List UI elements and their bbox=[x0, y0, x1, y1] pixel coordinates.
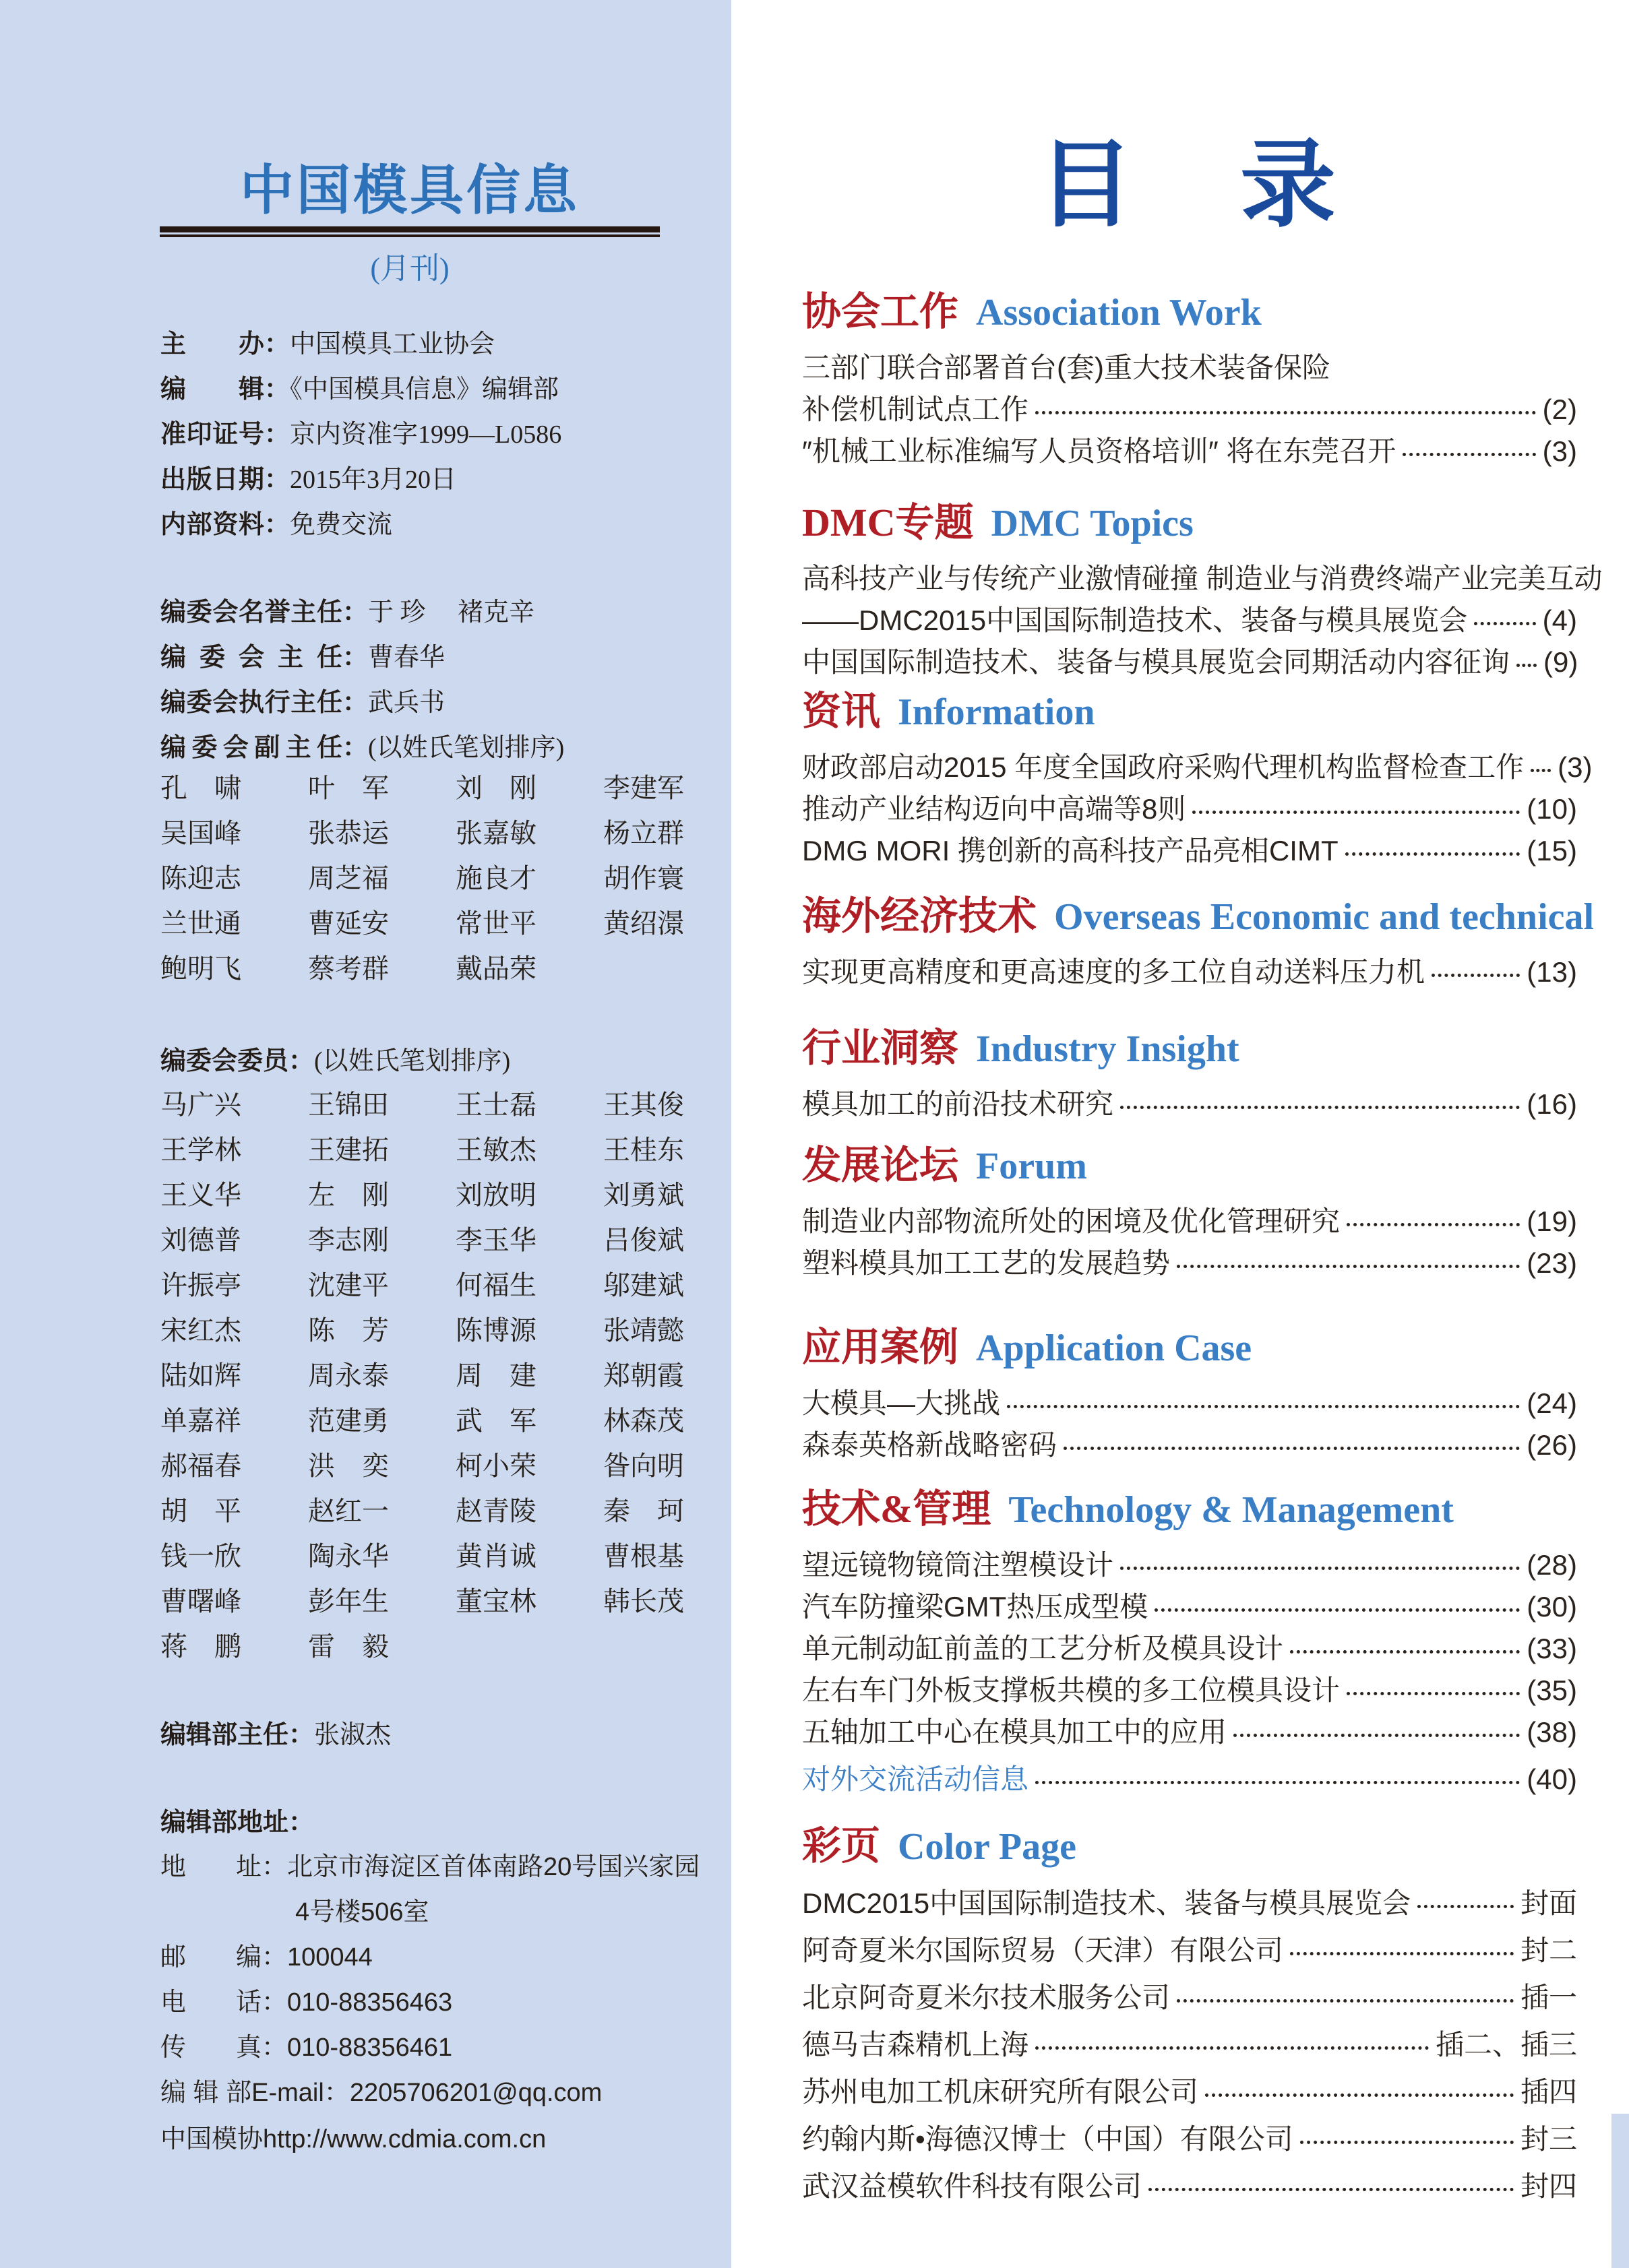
member-name: 何福生 bbox=[456, 1270, 536, 1300]
member-name: 周芝福 bbox=[308, 863, 389, 893]
toc-item bbox=[802, 958, 1577, 986]
member-name: 许振亭 bbox=[160, 1270, 241, 1300]
toc-item bbox=[802, 2125, 1577, 2153]
toc-item-title: ——DMC2015中国国际制造技术、装备与模具展览会 bbox=[802, 604, 1468, 636]
toc-item-title: ″机械工业标准编写人员资格培训″ 将在东莞召开 bbox=[802, 435, 1396, 467]
member-name: 蔡考群 bbox=[308, 953, 389, 984]
toc-item-title: 北京阿奇夏米尔技术服务公司 bbox=[802, 1982, 1171, 2013]
member-name: 李玉华 bbox=[456, 1225, 536, 1255]
member-name: 王士磊 bbox=[456, 1090, 536, 1120]
member-name: 秦 珂 bbox=[603, 1496, 684, 1526]
toc-item-page: (2) bbox=[1542, 393, 1577, 425]
toc-item-page: (9) bbox=[1543, 646, 1578, 678]
member-name: 戴品荣 bbox=[456, 953, 536, 984]
contact-info bbox=[160, 1845, 700, 2116]
toc-item bbox=[802, 1090, 1577, 1119]
info-value: 京内资准字1999—L0586 bbox=[290, 420, 562, 449]
member-name: 武 军 bbox=[456, 1406, 536, 1436]
committee-label: 编委会委员 bbox=[160, 1047, 289, 1075]
info-value: 2015年3月20日 bbox=[290, 466, 457, 494]
dot-leader bbox=[1300, 2141, 1514, 2144]
toc-item bbox=[802, 1551, 1577, 1579]
member-name: 郝福春 bbox=[160, 1451, 241, 1481]
section-header bbox=[802, 1315, 1577, 1372]
member-name: 王义华 bbox=[160, 1180, 241, 1210]
member-name: 王学林 bbox=[160, 1135, 241, 1165]
section-title-en: Information bbox=[898, 691, 1095, 733]
toc-item-title: DMG MORI 携创新的高科技产品亮相CIMT bbox=[802, 835, 1339, 867]
colon: ： bbox=[264, 420, 290, 449]
colon: ： bbox=[264, 466, 290, 494]
section-title-en: Technology & Management bbox=[1008, 1489, 1454, 1531]
toc-item-title: 五轴加工中心在模具加工中的应用 bbox=[802, 1716, 1227, 1748]
member-name: 邬建斌 bbox=[603, 1270, 684, 1300]
toc-item-page: (30) bbox=[1527, 1591, 1577, 1623]
dot-leader bbox=[1290, 1952, 1514, 1955]
member-name: 曹延安 bbox=[308, 908, 389, 939]
colon: ： bbox=[262, 1853, 288, 1881]
dot-leader bbox=[1155, 1608, 1520, 1612]
contact-value: 010-88356463 bbox=[287, 1988, 453, 2017]
section-title-cn: 应用案例 bbox=[802, 1325, 959, 1369]
member-name: 赵青陵 bbox=[456, 1496, 536, 1526]
member-name: 王桂东 bbox=[603, 1135, 684, 1165]
colon: ： bbox=[324, 2079, 350, 2107]
toc-item-title: 推动产业结构迈向中高端等8则 bbox=[802, 793, 1186, 825]
section-title-cn: 行业洞察 bbox=[802, 1026, 959, 1070]
committee-note: (以姓氏笔划排序) bbox=[314, 1047, 511, 1075]
section-title-cn: 彩页 bbox=[802, 1824, 881, 1868]
toc-item-page: 插一 bbox=[1520, 1982, 1577, 2013]
toc-item bbox=[802, 1635, 1577, 1663]
toc-item bbox=[802, 648, 1577, 676]
dot-leader bbox=[1403, 453, 1535, 456]
contact-row bbox=[160, 1845, 700, 1890]
dot-leader bbox=[1035, 2046, 1429, 2050]
member-name: 黄绍澋 bbox=[603, 908, 684, 939]
member-name: 赵红一 bbox=[308, 1496, 389, 1526]
info-label: 编辑 bbox=[160, 375, 264, 404]
toc-item-title: 大模具—大挑战 bbox=[802, 1387, 1001, 1419]
toc-item-page: (24) bbox=[1527, 1387, 1577, 1419]
dot-leader bbox=[1035, 411, 1536, 414]
section-title-cn: 发展论坛 bbox=[802, 1143, 959, 1187]
member-name: 沈建平 bbox=[308, 1270, 389, 1300]
member-name: 王其俊 bbox=[603, 1090, 684, 1120]
member-name: 陆如辉 bbox=[160, 1360, 241, 1391]
toc-item bbox=[802, 751, 1593, 783]
colon: ： bbox=[342, 643, 369, 672]
toc-item-page: 插四 bbox=[1520, 2076, 1577, 2108]
contact-value: 2205706201@qq.com bbox=[349, 2079, 603, 2107]
toc-section bbox=[802, 1315, 1577, 1459]
right-edge-stripe bbox=[1611, 2114, 1629, 2268]
board-label: 编委会主任 bbox=[160, 643, 342, 672]
member-name: 钱一欣 bbox=[160, 1541, 241, 1571]
sidebar bbox=[0, 0, 731, 2268]
editor-director-line bbox=[160, 1713, 391, 1758]
section-title-en: Overseas Economic and technical bbox=[1054, 896, 1595, 938]
contact-label: 电话 bbox=[160, 1988, 262, 2017]
editor-director-label: 编辑部主任 bbox=[160, 1721, 289, 1749]
dot-leader bbox=[1347, 1692, 1520, 1695]
board-row bbox=[160, 590, 564, 635]
section-header bbox=[802, 280, 1577, 336]
member-name: 胡 平 bbox=[160, 1496, 241, 1526]
deputy-directors-list bbox=[160, 765, 751, 991]
magazine-title: 中国模具信息 bbox=[240, 160, 580, 220]
contact-value-line2: 4号楼506室 bbox=[295, 1898, 429, 1926]
toc-item bbox=[802, 2078, 1577, 2106]
info-label: 准印证号 bbox=[160, 420, 264, 449]
member-name: 马广兴 bbox=[160, 1090, 241, 1120]
toc-item bbox=[802, 606, 1577, 635]
table-of-contents bbox=[802, 0, 1603, 2268]
toc-item-page: (23) bbox=[1527, 1247, 1577, 1279]
toc-item-page: 封二 bbox=[1520, 1934, 1577, 1966]
toc-item-title: 单元制动缸前盖的工艺分析及模具设计 bbox=[802, 1633, 1284, 1664]
board-label: 编委会执行主任 bbox=[160, 689, 342, 717]
dot-leader bbox=[1148, 2188, 1514, 2191]
dot-leader bbox=[1007, 1405, 1520, 1408]
member-name: 王锦田 bbox=[308, 1090, 389, 1120]
toc-item-title: 阿奇夏米尔国际贸易（天津）有限公司 bbox=[802, 1934, 1284, 1966]
colon: ： bbox=[264, 330, 290, 358]
dot-leader bbox=[1345, 852, 1520, 856]
toc-item-pre-line: 三部门联合部署首台(套)重大技术装备保险 bbox=[802, 352, 1330, 383]
toc-item bbox=[802, 1984, 1577, 2012]
board-value: 曹春华 bbox=[368, 643, 445, 672]
toc-item bbox=[802, 1431, 1577, 1459]
dot-leader bbox=[1192, 811, 1520, 814]
toc-item-page: (4) bbox=[1542, 604, 1577, 636]
toc-item-page: (28) bbox=[1527, 1549, 1577, 1581]
member-name: 陶永华 bbox=[308, 1541, 389, 1571]
section-title-cn: 协会工作 bbox=[802, 290, 959, 334]
toc-item bbox=[802, 1676, 1577, 1705]
member-name: 李建军 bbox=[603, 773, 684, 803]
toc-item-title: 德马吉森精机上海 bbox=[802, 2029, 1029, 2060]
member-name: 施良才 bbox=[456, 863, 536, 893]
info-row bbox=[160, 412, 561, 458]
toc-section bbox=[802, 1477, 1577, 1746]
member-name: 宋红杰 bbox=[160, 1315, 241, 1346]
dot-leader bbox=[1177, 1265, 1520, 1268]
colon: ： bbox=[264, 511, 290, 539]
member-name: 柯小荣 bbox=[456, 1451, 536, 1481]
magazine-subtitle: (月刊) bbox=[370, 252, 450, 285]
board-label: 编委会副主任 bbox=[160, 734, 342, 762]
toc-item bbox=[802, 393, 1577, 425]
toc-item bbox=[802, 1765, 1577, 1794]
dot-leader bbox=[1035, 1781, 1520, 1784]
board-value: 武兵书 bbox=[368, 689, 445, 717]
member-name: 陈迎志 bbox=[160, 863, 241, 893]
colon: ： bbox=[288, 1047, 315, 1075]
toc-title: 目 录 bbox=[1038, 132, 1341, 239]
member-name: 周 建 bbox=[456, 1360, 536, 1391]
dot-leader bbox=[1120, 1106, 1520, 1109]
toc-section bbox=[802, 1133, 1577, 1278]
toc-item-title: 对外交流活动信息 bbox=[802, 1763, 1029, 1795]
board-value: 于 珍 褚克辛 bbox=[368, 598, 535, 627]
dot-leader bbox=[1531, 769, 1551, 772]
member-name: 彭年生 bbox=[308, 1586, 389, 1616]
section-title-en: Association Work bbox=[976, 292, 1262, 334]
member-name: 曹曙峰 bbox=[160, 1586, 241, 1616]
member-name: 单嘉祥 bbox=[160, 1406, 241, 1436]
info-label: 主办 bbox=[160, 330, 264, 358]
member-name: 张恭运 bbox=[308, 818, 389, 848]
info-value: 中国模具工业协会 bbox=[290, 330, 495, 358]
member-name: 左 刚 bbox=[308, 1180, 389, 1210]
dot-leader bbox=[1417, 1905, 1514, 1908]
member-name: 孔 啸 bbox=[160, 773, 241, 803]
colon: ： bbox=[262, 1943, 288, 1972]
member-name: 吴国峰 bbox=[160, 818, 241, 848]
info-row bbox=[160, 503, 561, 548]
toc-item-title: 中国国际制造技术、装备与模具展览会同期活动内容征询 bbox=[802, 646, 1510, 678]
member-name: 叶 军 bbox=[308, 773, 389, 803]
colon: ： bbox=[288, 1721, 315, 1749]
committee-members-list bbox=[160, 1082, 751, 1669]
editor-director-value: 张淑杰 bbox=[314, 1721, 392, 1749]
member-name: 张靖懿 bbox=[603, 1315, 684, 1346]
colon: ： bbox=[342, 734, 369, 762]
contact-value: 100044 bbox=[287, 1943, 373, 1972]
section-title-cn: DMC专题 bbox=[802, 501, 974, 544]
member-name: 刘 刚 bbox=[456, 773, 536, 803]
toc-item-title: 财政部启动2015 年度全国政府采购代理机构监督检查工作 bbox=[802, 751, 1525, 783]
section-header bbox=[802, 1814, 1577, 1870]
toc-item-page: (38) bbox=[1527, 1716, 1577, 1748]
section-title-en: DMC Topics bbox=[991, 503, 1194, 544]
info-value: 《中国模具信息》编辑部 bbox=[290, 375, 559, 404]
dot-leader bbox=[1347, 1223, 1520, 1226]
member-name: 韩长茂 bbox=[603, 1586, 684, 1616]
board-value: (以姓氏笔划排序) bbox=[368, 734, 565, 762]
contact-value: 010-88356461 bbox=[287, 2034, 453, 2062]
member-name: 周永泰 bbox=[308, 1360, 389, 1391]
toc-section bbox=[802, 884, 1595, 988]
toc-section bbox=[802, 679, 1593, 867]
toc-item bbox=[802, 1207, 1577, 1236]
member-name: 王建拓 bbox=[308, 1135, 389, 1165]
toc-item-page: (15) bbox=[1527, 835, 1577, 867]
contact-value: 北京市海淀区首体南路20号国兴家园 bbox=[287, 1853, 700, 1881]
toc-item bbox=[802, 1389, 1577, 1418]
member-name: 吕俊斌 bbox=[603, 1225, 684, 1255]
member-name: 张嘉敏 bbox=[456, 818, 536, 848]
board-row bbox=[160, 635, 564, 681]
board-row bbox=[160, 726, 564, 771]
toc-item-title: 森泰英格新战略密码 bbox=[802, 1429, 1057, 1461]
toc-item bbox=[802, 437, 1577, 466]
website-line: 中国模协http://www.cdmia.com.cn bbox=[160, 2125, 547, 2153]
toc-item bbox=[802, 837, 1577, 865]
section-header bbox=[802, 1016, 1577, 1073]
committee-header bbox=[160, 1039, 510, 1084]
publication-info bbox=[160, 322, 561, 548]
board-row bbox=[160, 681, 564, 726]
member-name: 陈博源 bbox=[456, 1315, 536, 1346]
dot-leader bbox=[1177, 1999, 1514, 2003]
toc-item-page: (13) bbox=[1527, 956, 1577, 988]
toc-item bbox=[802, 2031, 1577, 2059]
toc-section bbox=[802, 1752, 1577, 1794]
colon: ： bbox=[342, 689, 369, 717]
toc-item-page: (16) bbox=[1527, 1088, 1577, 1120]
section-header bbox=[802, 679, 1577, 736]
member-name: 黄肖诚 bbox=[456, 1541, 536, 1571]
toc-item-title: 塑料模具加工工艺的发展趋势 bbox=[802, 1247, 1171, 1279]
member-name: 杨立群 bbox=[603, 818, 684, 848]
section-header bbox=[802, 884, 1595, 941]
member-name: 鲍明飞 bbox=[160, 953, 241, 984]
toc-item-title: 左右车门外板支撑板共模的多工位模具设计 bbox=[802, 1674, 1341, 1706]
contact-label: 传真 bbox=[160, 2034, 262, 2062]
member-name: 常世平 bbox=[456, 908, 536, 939]
colon: ： bbox=[262, 2034, 288, 2062]
toc-item-page: (35) bbox=[1527, 1674, 1577, 1706]
toc-item-page: (10) bbox=[1527, 793, 1577, 825]
dot-leader bbox=[1432, 974, 1520, 977]
toc-item-page: 封四 bbox=[1520, 2170, 1577, 2202]
member-name: 昝向明 bbox=[603, 1451, 684, 1481]
member-name: 曹根基 bbox=[603, 1541, 684, 1571]
toc-item-page: (33) bbox=[1527, 1633, 1577, 1664]
board-label: 编委会名誉主任 bbox=[160, 598, 342, 627]
member-name: 王敏杰 bbox=[456, 1135, 536, 1165]
dot-leader bbox=[1233, 1734, 1520, 1737]
colon: ： bbox=[264, 375, 290, 404]
contact-row bbox=[160, 2071, 700, 2116]
member-name: 刘放明 bbox=[456, 1180, 536, 1210]
dot-leader bbox=[1474, 622, 1536, 625]
section-title-cn: 资讯 bbox=[802, 689, 881, 733]
contact-row bbox=[160, 1980, 700, 2025]
info-label: 内部资料 bbox=[160, 511, 264, 539]
contact-row bbox=[160, 2025, 700, 2071]
toc-item-page: (19) bbox=[1527, 1205, 1577, 1237]
section-header bbox=[802, 491, 1577, 547]
toc-item-title: 汽车防撞梁GMT热压成型模 bbox=[802, 1591, 1148, 1623]
toc-item-title: 补偿机制试点工作 bbox=[802, 393, 1029, 425]
toc-item-title: 约翰内斯•海德汉博士（中国）有限公司 bbox=[802, 2123, 1293, 2155]
info-row bbox=[160, 322, 561, 367]
member-name: 李志刚 bbox=[308, 1225, 389, 1255]
member-name: 林森茂 bbox=[603, 1406, 684, 1436]
section-title-en: Application Case bbox=[976, 1327, 1252, 1369]
section-title-cn: 技术&管理 bbox=[802, 1487, 991, 1531]
title-divider bbox=[160, 226, 660, 237]
toc-item-page: (40) bbox=[1527, 1763, 1577, 1795]
member-name: 兰世通 bbox=[160, 908, 241, 939]
toc-item-page: (3) bbox=[1558, 751, 1593, 783]
member-name: 郑朝霞 bbox=[603, 1360, 684, 1391]
info-label: 出版日期 bbox=[160, 466, 264, 494]
toc-item bbox=[802, 1718, 1577, 1746]
member-name: 董宝林 bbox=[456, 1586, 536, 1616]
toc-section bbox=[802, 491, 1603, 678]
toc-item-page: 封三 bbox=[1520, 2123, 1577, 2155]
toc-item bbox=[802, 2172, 1577, 2201]
toc-item-page: 插二、插三 bbox=[1435, 2029, 1577, 2060]
colon: ： bbox=[342, 598, 369, 627]
toc-item-page: 封面 bbox=[1520, 1887, 1577, 1919]
toc-item-title: 制造业内部物流所处的困境及优化管理研究 bbox=[802, 1205, 1341, 1237]
dot-leader bbox=[1064, 1447, 1520, 1450]
toc-section bbox=[802, 1814, 1577, 2201]
toc-item-title: 实现更高精度和更高速度的多工位自动送料压力机 bbox=[802, 956, 1425, 988]
contact-label: 邮编 bbox=[160, 1943, 262, 1972]
contact-label: 地址 bbox=[160, 1853, 262, 1881]
member-name: 胡作寰 bbox=[603, 863, 684, 893]
member-name: 陈 芳 bbox=[308, 1315, 389, 1346]
dot-leader bbox=[1290, 1650, 1520, 1653]
toc-item bbox=[802, 1889, 1577, 1918]
dot-leader bbox=[1205, 2093, 1514, 2097]
colon: ： bbox=[262, 1988, 288, 2017]
toc-item-page: (26) bbox=[1527, 1429, 1577, 1461]
section-title-en: Forum bbox=[976, 1145, 1087, 1187]
toc-item-title: DMC2015中国国际制造技术、装备与模具展览会 bbox=[802, 1887, 1411, 1919]
info-value: 免费交流 bbox=[290, 511, 393, 539]
toc-item bbox=[802, 1593, 1577, 1621]
member-name: 范建勇 bbox=[308, 1406, 389, 1436]
member-name: 雷 毅 bbox=[308, 1631, 389, 1662]
editorial-board bbox=[160, 590, 564, 771]
dot-leader bbox=[1516, 664, 1537, 667]
address-header: 编辑部地址： bbox=[160, 1808, 315, 1837]
member-name: 蒋 鹏 bbox=[160, 1631, 241, 1662]
info-row bbox=[160, 367, 561, 412]
dot-leader bbox=[1120, 1567, 1520, 1570]
toc-item bbox=[802, 1936, 1577, 1965]
toc-item-title: 武汉益模软件科技有限公司 bbox=[802, 2170, 1142, 2202]
toc-section bbox=[802, 280, 1577, 466]
section-header bbox=[802, 1477, 1577, 1534]
toc-item bbox=[802, 1249, 1577, 1278]
section-title-cn: 海外经济技术 bbox=[802, 894, 1037, 938]
toc-item-title: 苏州电加工机床研究所有限公司 bbox=[802, 2076, 1199, 2108]
section-header bbox=[802, 1133, 1577, 1190]
info-row bbox=[160, 458, 561, 503]
member-name: 洪 奕 bbox=[308, 1451, 389, 1481]
contact-label: 编 辑 部E-mail bbox=[160, 2079, 324, 2107]
toc-item-title: 模具加工的前沿技术研究 bbox=[802, 1088, 1114, 1120]
section-title-en: Color Page bbox=[898, 1826, 1076, 1868]
toc-section bbox=[802, 1016, 1577, 1119]
member-name: 刘勇斌 bbox=[603, 1180, 684, 1210]
toc-item-page: (3) bbox=[1542, 435, 1577, 467]
toc-item bbox=[802, 795, 1577, 823]
toc-item-pre-line: 高科技产业与传统产业激情碰撞 制造业与消费终端产业完美互动 bbox=[802, 563, 1603, 594]
contact-row bbox=[160, 1935, 700, 1980]
section-title-en: Industry Insight bbox=[976, 1028, 1239, 1070]
member-name: 刘德普 bbox=[160, 1225, 241, 1255]
toc-item-title: 望远镜物镜筒注塑模设计 bbox=[802, 1549, 1114, 1581]
